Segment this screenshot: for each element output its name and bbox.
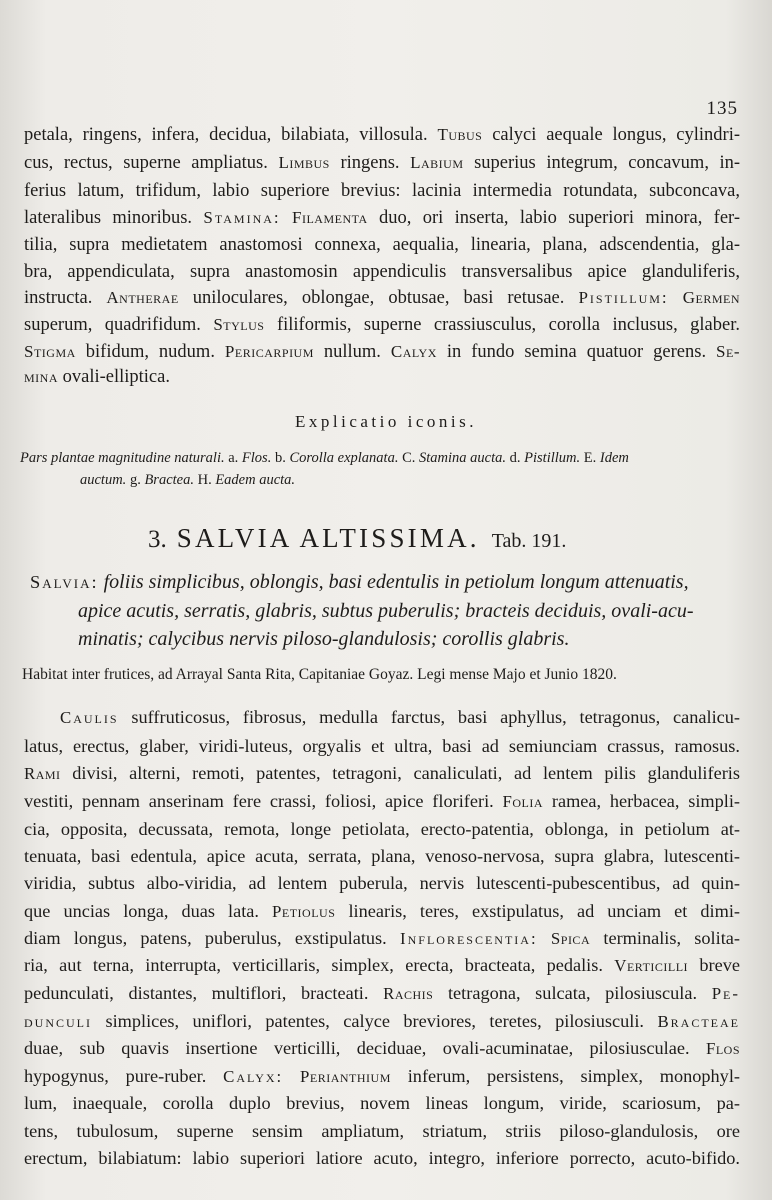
term-small-caps: Perianthium: [300, 1067, 391, 1086]
text-run: cia, opposita, decussata, remota, longe petiolata, erecto-patentia, oblonga, in petiolum at-: [24, 819, 740, 839]
text-line: [24, 125, 740, 146]
term-small-caps: Caulis: [60, 708, 119, 727]
term-small-caps: Calyx: [390, 342, 437, 361]
term-small-caps: Labium: [410, 153, 464, 172]
text-run: tetragona, sulcata, pilosiuscula.: [447, 983, 698, 1003]
term-small-caps: Stigma: [24, 342, 76, 361]
text-line: [24, 1148, 740, 1169]
caption-text: Pars plantae magnitudine naturali.: [20, 450, 225, 466]
term-small-caps: Tubus: [437, 125, 483, 144]
text-line: [60, 707, 740, 728]
explicatio-title: Explicatio iconis.: [295, 412, 477, 431]
text-run: filiformis, superne crassiusculus, corolla inclusus, glaber.: [276, 315, 740, 335]
diagnosis-line: [30, 571, 689, 594]
term-small-caps: Se-: [716, 342, 741, 361]
term-small-caps: Inflorescentia:: [400, 929, 538, 948]
text-line: [24, 367, 170, 388]
species-name: SALVIA ALTISSIMA.: [176, 523, 480, 553]
diagnosis-line: [78, 628, 569, 651]
term-small-caps: Folia: [502, 792, 544, 811]
text-line: [24, 1038, 740, 1059]
diagnosis-line: [78, 600, 694, 623]
term-small-caps: Spica: [550, 929, 591, 948]
term-small-caps: Pistillum:: [578, 288, 669, 307]
diagnosis-text: minatis; calycibus nervis piloso-glandulosis; corollis glabris.: [78, 628, 570, 650]
text-run: divisi, alterni, remoti, patentes, tetragoni, canaliculati, ad lentem pilis glanduliferis: [72, 763, 740, 783]
figure-letter: E.: [583, 450, 597, 466]
figure-caption-line: [20, 450, 629, 467]
text-run: superum, quadrifidum.: [24, 315, 201, 335]
text-run: erectum, bilabiatum: labio superiori latiore acuto, integro, inferiore porrecto, acuto-bifido.: [24, 1148, 740, 1168]
text-run: terminalis, solita-: [603, 928, 741, 948]
text-run: latus, erectus, glaber, viridi-luteus, orgyalis et ultra, basi ad semiunciam crassus, ramosus.: [24, 736, 740, 756]
species-heading: [148, 523, 566, 554]
term-small-caps: Limbus: [278, 153, 330, 172]
term-small-caps: Petiolus: [272, 902, 336, 921]
text-line: [24, 846, 740, 867]
text-run: simplices, uniflori, patentes, calyce breviores, teretes, pilosiusculi.: [105, 1011, 644, 1031]
text-run: pedunculati, distantes, multiflori, bracteati.: [24, 983, 369, 1003]
text-line: [24, 181, 740, 202]
figure-letter: H.: [197, 472, 212, 488]
text-line: [24, 819, 740, 840]
term-small-caps: Bracteae: [657, 1012, 741, 1031]
figure-caption-line: [80, 472, 295, 489]
caption-text: Corolla explanata.: [289, 450, 399, 466]
text-line: [24, 763, 740, 784]
text-run: inferum, persistens, simplex, monophyl-: [407, 1066, 740, 1086]
genus-label: Salvia:: [30, 572, 99, 592]
text-run: tens, tubulosum, superne sensim ampliatum, striatum, striis piloso-glandulosis, ore: [24, 1121, 740, 1141]
term-small-caps: Stylus: [213, 315, 265, 334]
text-run: suffruticosus, fibrosus, medulla farctus, basi aphyllus, tetragonus, canalicu-: [131, 707, 740, 727]
text-run: hypogynus, pure-ruber.: [24, 1066, 207, 1086]
text-line: [24, 928, 740, 949]
text-run: duae, sub quavis insertione verticilli, deciduae, ovali-acuminatae, pilosiusculae.: [24, 1038, 690, 1058]
caption-text: Stamina aucta.: [419, 450, 507, 466]
text-run: instructa.: [24, 288, 93, 308]
caption-text: Flos.: [241, 450, 272, 466]
text-run: nullum.: [323, 342, 381, 362]
text-run: breve: [699, 955, 740, 975]
text-run: lum, inaequale, corolla duplo brevius, novem lineas longum, viride, scariosum, pa-: [24, 1093, 740, 1113]
text-line: [24, 208, 740, 229]
text-run: ferius latum, trifidum, labio superiore brevius: lacinia intermedia rotundata, subconcava,: [24, 181, 740, 201]
text-run: ovali-elliptica.: [62, 367, 170, 387]
diagnosis-text: foliis simplicibus, oblongis, basi edentulis in petiolum longum attenuatis,: [103, 571, 689, 593]
text-run: ria, aut terna, interrupta, verticillaris, simplex, erecta, bracteata, pedalis.: [24, 955, 603, 975]
text-run: uniloculares, oblongae, obtusae, basi retusae.: [192, 288, 565, 308]
figure-letter: g.: [129, 472, 141, 488]
text-run: tenuata, basi edentula, apice acuta, serrata, plana, venoso-nervosa, supra glabra, lutescenti-: [24, 846, 740, 866]
term-small-caps: Rami: [24, 764, 61, 783]
text-line: [24, 873, 740, 894]
term-small-caps: Flos: [705, 1039, 740, 1058]
term-small-caps: Pericarpium: [224, 342, 314, 361]
figure-letter: a.: [228, 450, 239, 466]
caption-text: Pistillum.: [524, 450, 581, 466]
text-run: que uncias longa, duas lata.: [24, 901, 259, 921]
text-line: [24, 235, 740, 256]
text-line: [24, 1011, 740, 1032]
text-line: [24, 153, 740, 174]
figure-letter: d.: [509, 450, 521, 466]
text-run: diam longus, patens, puberulus, exstipulatus.: [24, 928, 387, 948]
term-small-caps: Antherae: [106, 288, 179, 307]
text-line: [24, 315, 740, 336]
term-small-caps: Filamenta: [291, 208, 368, 227]
text-line: [24, 736, 740, 757]
text-line: [24, 901, 740, 922]
text-run: calyci aequale longus, cylindri-: [492, 125, 741, 145]
text-run: tilia, supra medietatem anastomosi connexa, aequalia, linearia, plana, adscendentia, gla-: [24, 235, 740, 255]
plate-reference: Tab. 191.: [491, 530, 567, 552]
page-number: 135: [706, 98, 738, 119]
term-small-caps: Pe-: [711, 984, 740, 1003]
caption-text: Idem: [599, 450, 629, 466]
text-run: bra, appendiculata, supra anastomosin appendiculis transversalibus apice glanduliferis,: [24, 262, 740, 282]
text-run: petala, ringens, infera, decidua, bilabiata, villosula.: [24, 125, 428, 145]
text-run: ramea, herbacea, simpli-: [551, 791, 741, 811]
caption-text: auctum.: [80, 472, 127, 488]
diagnosis-text: apice acutis, serratis, glabris, subtus puberulis; bracteis deciduis, ovali-acu-: [78, 600, 694, 622]
term-small-caps: dunculi: [24, 1012, 92, 1031]
caption-text: Eadem aucta.: [215, 472, 296, 488]
species-number: 3.: [148, 526, 167, 553]
term-small-caps: Stamina:: [203, 208, 281, 227]
text-run: vestiti, pennam anserinam fere crassi, foliosi, apice floriferi.: [24, 791, 494, 811]
text-run: in fundo semina quatuor gerens.: [446, 342, 707, 362]
text-run: lateralibus minoribus.: [24, 208, 193, 228]
habitat-note: Habitat inter frutices, ad Arrayal Santa Rita, Capitaniae Goyaz. Legi mense Majo et Junio 1820.: [22, 666, 617, 683]
term-small-caps: mina: [24, 367, 58, 386]
text-run: duo, ori inserta, labio superiori minora, fer-: [379, 208, 741, 228]
term-small-caps: Rachis: [383, 984, 434, 1003]
text-run: linearis, teres, exstipulatus, ad unciam et dimi-: [348, 901, 740, 921]
text-run: superius integrum, concavum, in-: [474, 153, 741, 173]
term-small-caps: Verticilli: [614, 956, 689, 975]
figure-letter: C.: [402, 450, 416, 466]
text-line: [24, 262, 740, 283]
text-line: [24, 955, 740, 976]
text-run: ringens.: [340, 153, 400, 173]
text-line: [24, 983, 740, 1004]
text-run: cus, rectus, superne ampliatus.: [24, 153, 268, 173]
term-small-caps: Germen: [682, 288, 741, 307]
text-line: [24, 791, 740, 812]
term-small-caps: Calyx:: [223, 1067, 284, 1086]
text-run: bifidum, nudum.: [85, 342, 215, 362]
text-line: [24, 288, 740, 309]
caption-text: Bractea.: [144, 472, 194, 488]
text-run: viridia, subtus albo-viridia, ad lentem puberula, nervis lutescenti-pubescentibus, ad quin-: [24, 873, 740, 893]
figure-letter: b.: [274, 450, 286, 466]
text-line: [24, 1121, 740, 1142]
text-line: [24, 342, 740, 363]
text-line: [24, 1093, 740, 1114]
text-line: [24, 1066, 740, 1087]
